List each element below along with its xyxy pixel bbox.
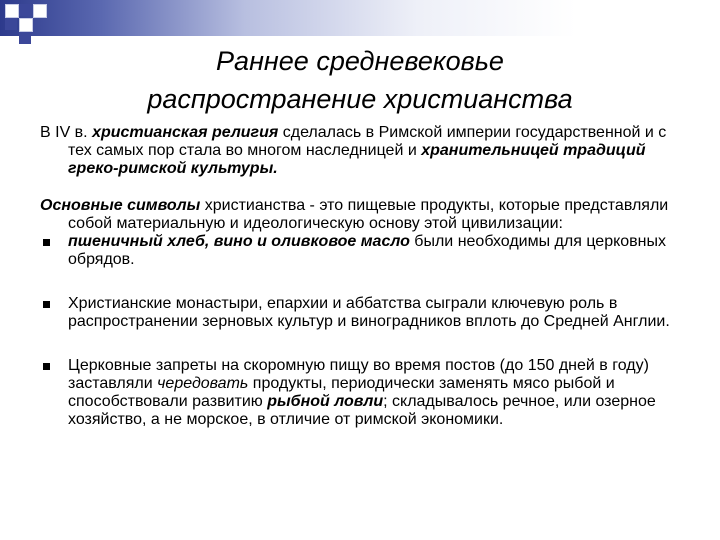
header-gradient-band xyxy=(0,0,720,36)
title-line-2: распространение христианства xyxy=(147,84,573,114)
p2-text-b: христианства - это пищевые продукты, которые представляли собой материальную и идеологическую основу этой цивилизации: xyxy=(68,197,669,232)
bullet-square-icon xyxy=(43,239,50,246)
bullet-bread-wine-oil xyxy=(40,233,690,269)
b3-text-e: ; складывалось речное, или озерное хозяйство, а не морское, в отличие от римской экономики. xyxy=(68,393,656,428)
p1-emphasis-traditions: хранительницей традиций греко-римской культуры. xyxy=(68,142,646,177)
p1-text-c: сделалась в Римской империи государственной и с тех самых пор стала во многом наследницей и xyxy=(68,124,667,159)
b2-text: Христианские монастыри, епархии и аббатства сыграли ключевую роль в распространении зерновых культур и виноградников вплоть до Средней Англии. xyxy=(68,295,670,330)
b1-emphasis: пшеничный хлеб, вино и оливковое масло xyxy=(68,233,410,250)
paragraph-symbols xyxy=(40,197,690,233)
p1-emphasis-religion: христианская религия xyxy=(92,124,279,141)
bullet-square-icon xyxy=(43,363,50,370)
slide-body xyxy=(40,124,690,429)
title-line-1: Раннее средневековье xyxy=(216,46,504,76)
b3-text-a: Церковные запреты на скоромную пищу во время постов (до 150 дней в году) заставляли xyxy=(68,357,649,392)
bullet-monasteries xyxy=(40,295,690,331)
p2-emphasis-symbols: Основные символы xyxy=(40,197,201,214)
b3-text-c: продукты, периодически заменять мясо рыбой и способствовали развитию xyxy=(68,375,615,410)
bullet-fasting xyxy=(40,357,690,429)
p1-text-a: В IV в. xyxy=(40,124,93,141)
b3-emphasis-alternate: чередовать xyxy=(157,375,249,392)
bullet-square-icon xyxy=(43,301,50,308)
paragraph-religion xyxy=(40,124,690,178)
slide-title xyxy=(40,42,680,118)
b1-text: были необходимы для церковных обрядов. xyxy=(68,233,667,268)
b3-emphasis-fishing: рыбной ловли xyxy=(267,393,384,410)
